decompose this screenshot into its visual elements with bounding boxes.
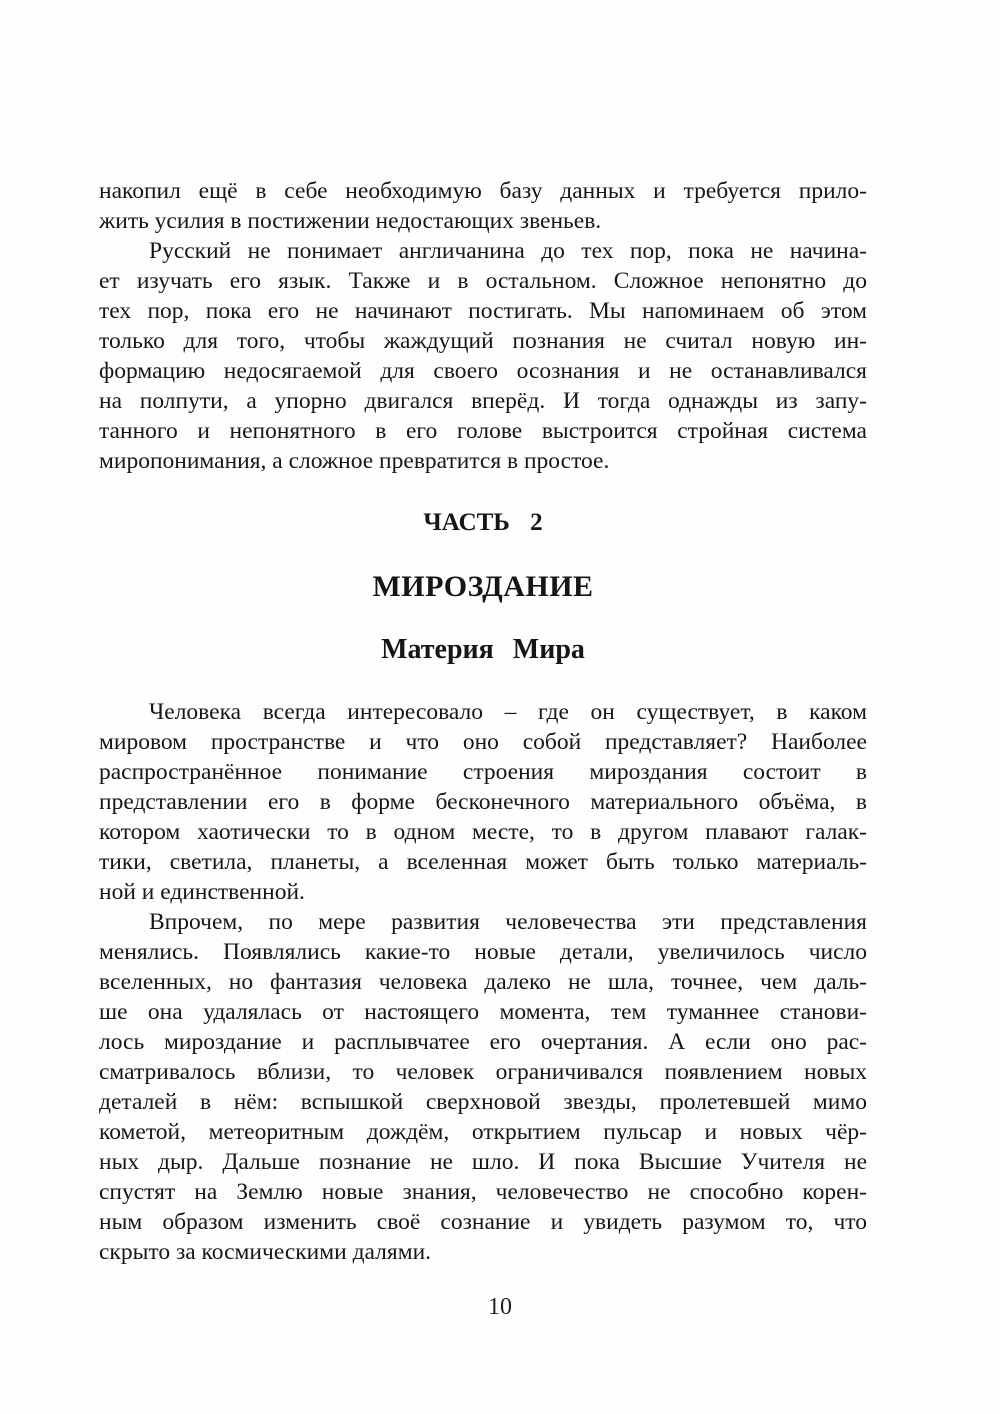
text-line: ет изучать его язык. Также и в остальном. Сложное непонятно до — [99, 268, 867, 294]
text-line: тики, светила, планеты, а вселенная может быть только материаль- — [99, 849, 867, 875]
part-heading: ЧАСТЬ 2 — [423, 509, 543, 536]
text-line: на полпути, а упорно двигался вперёд. И тогда однажды из запу- — [99, 388, 867, 414]
text-line: спустят на Землю новые знания, человечество не способно корен- — [99, 1179, 867, 1205]
text-line: только для того, чтобы жаждущий познания не считал новую ин- — [99, 328, 867, 354]
section-heading: Материя Мира — [381, 634, 585, 665]
text-block — [99, 176, 867, 1267]
text-line: котором хаотически то в одном месте, то в другом плавают галак- — [99, 819, 867, 845]
paragraph — [99, 697, 867, 907]
text-line: распространённое понимание строения мироздания состоит в — [99, 759, 867, 785]
text-line: накопил ещё в себе необходимую базу данных и требуется прило- — [99, 178, 867, 204]
text-line: ных дыр. Дальше познание не шло. И пока Высшие Учителя не — [99, 1149, 867, 1175]
paragraph — [99, 907, 867, 1267]
text-line: сматривалось вблизи, то человек ограничивался появлением новых — [99, 1059, 867, 1085]
text-line: мировом пространстве и что оно собой представляет? Наиболее — [99, 729, 867, 755]
text-line: танного и непонятного в его голове выстроится стройная система — [99, 418, 867, 444]
text-line: скрыто за космическими далями. — [99, 1239, 432, 1265]
text-line: вселенных, но фантазия человека далеко не шла, точнее, чем даль- — [99, 969, 867, 995]
text-line: Русский не понимает англичанина до тех пор, пока не начина- — [149, 238, 867, 264]
text-line: формацию недосягаемой для своего осознания и не останавливался — [99, 358, 867, 384]
paragraph — [99, 236, 867, 476]
text-line: Человека всегда интересовало – где он существует, в каком — [149, 699, 867, 725]
text-line: представлении его в форме бесконечного материального объёма, в — [99, 789, 867, 815]
text-line: жить усилия в постижении недостающих звеньев. — [99, 208, 602, 234]
text-line: миропонимания, а сложное превратится в простое. — [99, 448, 610, 474]
text-line: тех пор, пока его не начинают постигать. Мы напоминаем об этом — [99, 298, 867, 324]
text-line: кометой, метеоритным дождём, открытием пульсар и новых чёр- — [99, 1119, 867, 1145]
text-line: ше она удалялась от настоящего момента, тем туманнее станови- — [99, 999, 867, 1025]
text-line: деталей в нём: вспышкой сверхновой звезды, пролетевшей мимо — [99, 1089, 867, 1115]
text-line: менялись. Появлялись какие-то новые детали, увеличилось число — [99, 939, 867, 965]
text-line: лось мироздание и расплывчатее его очертания. А если оно рас- — [99, 1029, 867, 1055]
text-line: ной и единственной. — [99, 879, 305, 905]
paragraph — [99, 176, 867, 236]
text-line: Впрочем, по мере развития человечества эти представления — [149, 909, 867, 935]
chapter-heading: МИРОЗДАНИЕ — [372, 570, 594, 603]
page-number: 10 — [488, 1294, 512, 1320]
text-line: ным образом изменить своё сознание и увидеть разумом то, что — [99, 1209, 867, 1235]
